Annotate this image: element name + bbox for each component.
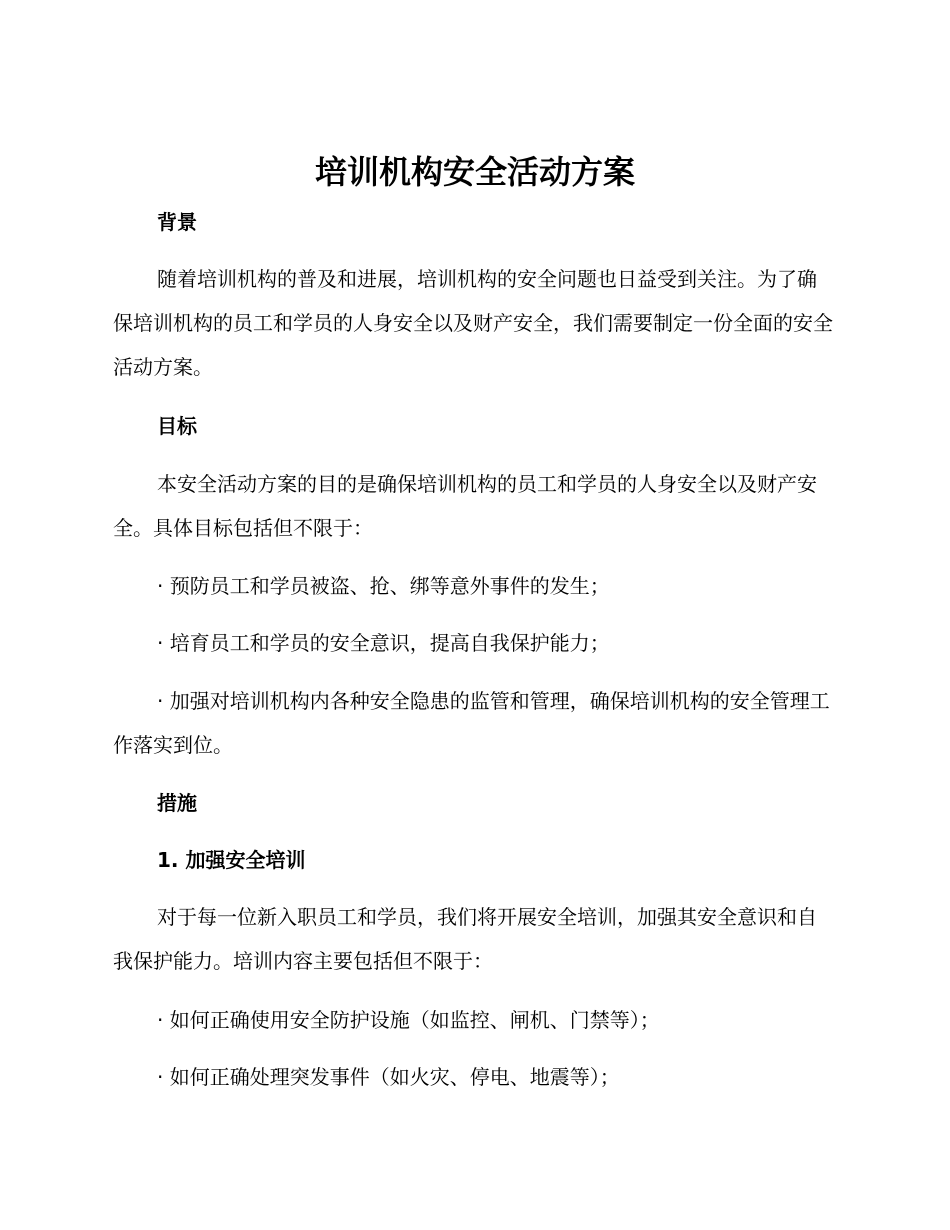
section-heading-background: 背景: [157, 210, 197, 234]
goals-bullet-item: · 预防员工和学员被盗、抢、绑等意外事件的发生；: [157, 574, 610, 598]
goals-paragraph: 本安全活动方案的目的是确保培训机构的员工和学员的人身安全以及财产安全。具体目标包括但不限于：: [113, 472, 817, 540]
section-heading-goals: 目标: [157, 414, 197, 438]
section-heading-measures: 措施: [157, 791, 197, 815]
measures-subheading: 1. 加强安全培训: [157, 848, 306, 872]
background-paragraph: 随着培训机构的普及和进展，培训机构的安全问题也日益受到关注。为了确保培训机构的员工和学员的人身安全以及财产安全，我们需要制定一份全面的安全活动方案。: [113, 267, 833, 379]
document-title: 培训机构安全活动方案: [314, 153, 635, 191]
goals-bullet-item: · 培育员工和学员的安全意识，提高自我保护能力；: [157, 631, 610, 655]
measures-paragraph: 对于每一位新入职员工和学员，我们将开展安全培训，加强其安全意识和自我保护能力。培训内容主要包括但不限于：: [113, 905, 817, 973]
measures-bullet-item: · 如何正确使用安全防护设施（如监控、闸机、门禁等）；: [157, 1008, 660, 1032]
measures-bullet-item: · 如何正确处理突发事件（如火灾、停电、地震等）；: [157, 1065, 620, 1089]
goals-bullet-item: · 加强对培训机构内各种安全隐患的监管和管理，确保培训机构的安全管理工作落实到位。: [113, 689, 830, 757]
